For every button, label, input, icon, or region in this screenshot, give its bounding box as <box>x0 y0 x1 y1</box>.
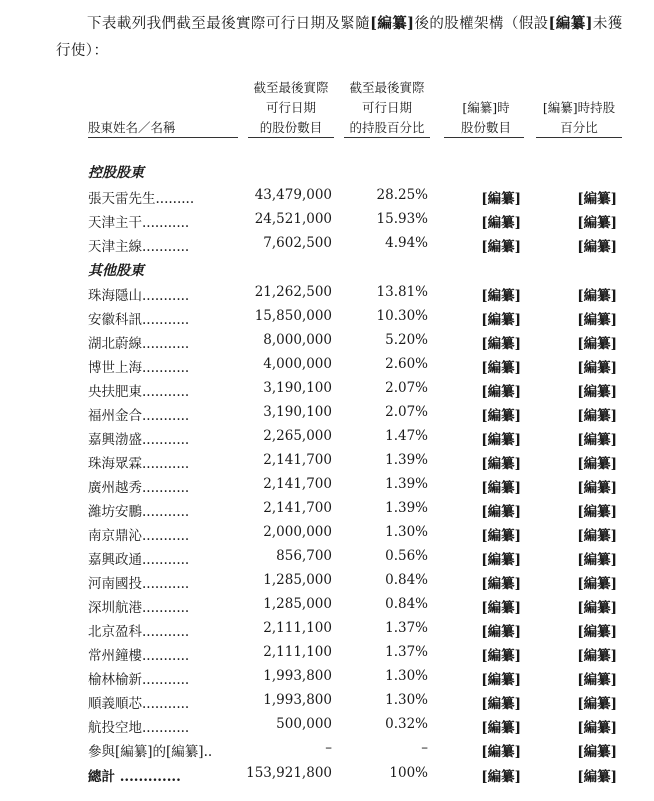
shares-count: 2,000,000 <box>263 524 332 540</box>
section-other-shareholders: 其他股東 <box>88 263 144 279</box>
post-listing-percent: [編纂] <box>577 288 617 304</box>
post-listing-percent: [編纂] <box>577 624 617 640</box>
table-row <box>0 332 654 354</box>
header-name-label: 股東姓名／名稱 <box>88 120 176 135</box>
header-shares-line-3: 的股份數目 <box>259 120 323 135</box>
shares-count: 500,000 <box>276 716 332 732</box>
post-listing-percent: [編纂] <box>577 696 617 712</box>
post-listing-percent: [編纂] <box>577 191 617 207</box>
shareholding-percent: 10.30% <box>376 308 428 324</box>
shares-count: 1,993,800 <box>263 668 332 684</box>
shareholding-percent: 1.30% <box>385 692 428 708</box>
shares-count: 1,285,000 <box>263 572 332 588</box>
table-row <box>0 668 654 690</box>
total-post-percent: [編纂] <box>577 769 617 785</box>
shareholding-percent: 2.07% <box>385 380 428 396</box>
post-listing-percent: [編纂] <box>577 672 617 688</box>
section-controlling-shareholders: 控股股東 <box>88 165 144 181</box>
post-listing-shares: [編纂] <box>481 672 521 688</box>
shareholding-percent: 1.39% <box>385 476 428 492</box>
table-row <box>0 596 654 618</box>
header-percent-line-1: 截至最後實際 <box>349 80 425 95</box>
header-rule-shares <box>248 137 334 138</box>
shares-count: 8,000,000 <box>263 332 332 348</box>
table-row <box>0 548 654 570</box>
shareholder-name: 天津主干........... <box>88 215 190 231</box>
post-listing-shares: [編纂] <box>481 720 521 736</box>
shareholding-percent: 2.60% <box>385 356 428 372</box>
shares-count: 2,111,100 <box>263 620 332 636</box>
table-row <box>0 620 654 642</box>
header-percent-line-3: 的持股百分比 <box>349 120 425 135</box>
post-listing-percent: [編纂] <box>577 744 617 760</box>
post-listing-shares: [編纂] <box>481 504 521 520</box>
shareholding-percent: 1.30% <box>385 668 428 684</box>
post-listing-shares: [編纂] <box>481 576 521 592</box>
post-listing-shares: [編纂] <box>481 648 521 664</box>
post-listing-shares: [編纂] <box>481 456 521 472</box>
header-percent <box>344 78 430 138</box>
post-listing-percent: [編纂] <box>577 600 617 616</box>
post-listing-percent: [編纂] <box>577 480 617 496</box>
post-listing-shares: [編纂] <box>481 432 521 448</box>
shares-count: – <box>325 740 332 756</box>
post-listing-percent: [編纂] <box>577 456 617 472</box>
intro-text-2: 後的股權架構（假設 <box>414 16 549 32</box>
shares-count: 2,141,700 <box>263 476 332 492</box>
shareholder-name: 南京鼎沁........... <box>88 528 190 544</box>
header-rule-post-percent <box>536 137 622 138</box>
post-listing-shares: [編纂] <box>481 239 521 255</box>
table-row <box>0 356 654 378</box>
table-row <box>0 476 654 498</box>
post-listing-percent: [編纂] <box>577 360 617 376</box>
shareholding-percent: 0.84% <box>385 572 428 588</box>
table-row <box>0 380 654 402</box>
shareholder-name: 珠海眾霖........... <box>88 456 190 472</box>
total-post-shares: [編纂] <box>481 769 521 785</box>
shareholding-percent: 0.56% <box>385 548 428 564</box>
shares-count: 2,111,100 <box>263 644 332 660</box>
shareholding-percent: 0.32% <box>385 716 428 732</box>
table-row <box>0 187 654 209</box>
table-row <box>0 740 654 762</box>
table-row <box>0 235 654 257</box>
post-listing-shares: [編纂] <box>481 360 521 376</box>
post-listing-percent: [編纂] <box>577 312 617 328</box>
header-rule-percent <box>344 137 430 138</box>
post-listing-percent: [編纂] <box>577 408 617 424</box>
intro-redacted-1: [編纂] <box>370 15 415 32</box>
shares-count: 15,850,000 <box>254 308 332 324</box>
post-listing-percent: [編纂] <box>577 215 617 231</box>
shareholding-percent: – <box>421 740 428 756</box>
shareholding-percent: 2.07% <box>385 404 428 420</box>
header-post-percent-line-1: [編纂]時持股 <box>542 100 616 115</box>
post-listing-shares: [編纂] <box>481 528 521 544</box>
shareholding-percent: 1.37% <box>385 644 428 660</box>
shareholding-percent: 13.81% <box>376 284 428 300</box>
header-shares-line-2: 可行日期 <box>265 100 316 115</box>
shareholder-name: 福州金合........... <box>88 408 190 424</box>
post-listing-percent: [編纂] <box>577 648 617 664</box>
header-shares <box>248 78 334 138</box>
intro-text-1: 下表載列我們截至最後實際可行日期及緊隨 <box>87 16 371 32</box>
shareholder-name: 廣州越秀........... <box>88 480 190 496</box>
shares-count: 2,141,700 <box>263 452 332 468</box>
post-listing-shares: [編纂] <box>481 624 521 640</box>
table-row <box>0 644 654 666</box>
total-percent: 100% <box>389 765 428 781</box>
shares-count: 1,285,000 <box>263 596 332 612</box>
shareholder-name: 張天雷先生......... <box>88 191 195 207</box>
post-listing-shares: [編纂] <box>481 600 521 616</box>
header-shares-line-1: 截至最後實際 <box>253 80 329 95</box>
table-row <box>0 572 654 594</box>
table-row <box>0 428 654 450</box>
table-row <box>0 692 654 714</box>
shares-count: 21,262,500 <box>254 284 332 300</box>
shareholding-percent: 28.25% <box>376 187 428 203</box>
shares-count: 3,190,100 <box>263 380 332 396</box>
shareholding-percent: 1.47% <box>385 428 428 444</box>
header-rule-name <box>88 137 238 138</box>
post-listing-shares: [編纂] <box>481 552 521 568</box>
shareholder-name: 濰坊安鵬........... <box>88 504 190 520</box>
header-post-shares-line-2: 股份數目 <box>460 120 511 135</box>
total-row <box>0 765 654 787</box>
shareholding-percent: 4.94% <box>385 235 428 251</box>
shareholding-percent: 1.39% <box>385 452 428 468</box>
shareholder-name: 天津主線........... <box>88 239 190 255</box>
table-row <box>0 308 654 330</box>
shareholder-name: 榆林榆新........... <box>88 672 190 688</box>
post-listing-percent: [編纂] <box>577 336 617 352</box>
shareholding-percent: 5.20% <box>385 332 428 348</box>
total-label: 總計 ............. <box>88 769 181 785</box>
table-row <box>0 284 654 306</box>
shareholder-name: 順義順芯........... <box>88 696 190 712</box>
post-listing-shares: [編纂] <box>481 744 521 760</box>
post-listing-percent: [編纂] <box>577 239 617 255</box>
table-row <box>0 524 654 546</box>
shareholder-name: 常州鐘樓........... <box>88 648 190 664</box>
shareholder-name: 河南國投........... <box>88 576 190 592</box>
post-listing-shares: [編纂] <box>481 288 521 304</box>
shares-count: 7,602,500 <box>263 235 332 251</box>
post-listing-percent: [編纂] <box>577 576 617 592</box>
shareholder-name: 博世上海........... <box>88 360 190 376</box>
shareholder-name: 北京盈科........... <box>88 624 190 640</box>
post-listing-shares: [編纂] <box>481 312 521 328</box>
post-listing-percent: [編纂] <box>577 432 617 448</box>
shares-count: 43,479,000 <box>254 187 332 203</box>
intro-redacted-2: [編纂] <box>548 15 593 32</box>
header-post-shares <box>448 98 524 138</box>
shares-count: 3,190,100 <box>263 404 332 420</box>
shareholder-name: 安徽科訊........... <box>88 312 190 328</box>
post-listing-percent: [編纂] <box>577 504 617 520</box>
shareholder-name: 航投空地........... <box>88 720 190 736</box>
shares-count: 856,700 <box>276 548 332 564</box>
post-listing-shares: [編纂] <box>481 480 521 496</box>
header-shareholder-name <box>88 118 176 138</box>
post-listing-shares: [編纂] <box>481 384 521 400</box>
shareholding-percent: 0.84% <box>385 596 428 612</box>
post-listing-shares: [編纂] <box>481 408 521 424</box>
post-listing-percent: [編纂] <box>577 552 617 568</box>
table-row <box>0 500 654 522</box>
shareholding-percent: 1.30% <box>385 524 428 540</box>
intro-paragraph <box>56 10 626 65</box>
shareholding-percent: 15.93% <box>376 211 428 227</box>
shareholder-name: 珠海隱山........... <box>88 288 190 304</box>
table-row <box>0 452 654 474</box>
shares-count: 1,993,800 <box>263 692 332 708</box>
total-shares: 153,921,800 <box>246 765 332 781</box>
shareholder-name: 嘉興渤盛........... <box>88 432 190 448</box>
shareholding-percent: 1.39% <box>385 500 428 516</box>
header-post-percent-line-2: 百分比 <box>560 120 598 135</box>
intro-text-3: 未獲行使）： <box>56 16 623 59</box>
header-post-percent <box>536 98 622 138</box>
header-rule-post-shares <box>444 137 524 138</box>
shareholder-name: 央扶肥東........... <box>88 384 190 400</box>
post-listing-shares: [編纂] <box>481 696 521 712</box>
table-row <box>0 211 654 233</box>
post-listing-shares: [編纂] <box>481 191 521 207</box>
shareholder-name: 參與[編纂]的[編纂].. <box>88 744 213 760</box>
shares-count: 24,521,000 <box>254 211 332 227</box>
post-listing-percent: [編纂] <box>577 384 617 400</box>
header-percent-line-2: 可行日期 <box>361 100 412 115</box>
shareholder-name: 深圳航港........... <box>88 600 190 616</box>
table-row <box>0 404 654 426</box>
header-post-shares-line-1: [編纂]時 <box>462 100 510 115</box>
post-listing-percent: [編纂] <box>577 720 617 736</box>
shares-count: 2,141,700 <box>263 500 332 516</box>
table-row <box>0 716 654 738</box>
shareholder-name: 嘉興政通........... <box>88 552 190 568</box>
post-listing-shares: [編纂] <box>481 215 521 231</box>
shares-count: 4,000,000 <box>263 356 332 372</box>
shares-count: 2,265,000 <box>263 428 332 444</box>
post-listing-shares: [編纂] <box>481 336 521 352</box>
shareholder-name: 湖北蔚線........... <box>88 336 190 352</box>
post-listing-percent: [編纂] <box>577 528 617 544</box>
shareholding-percent: 1.37% <box>385 620 428 636</box>
